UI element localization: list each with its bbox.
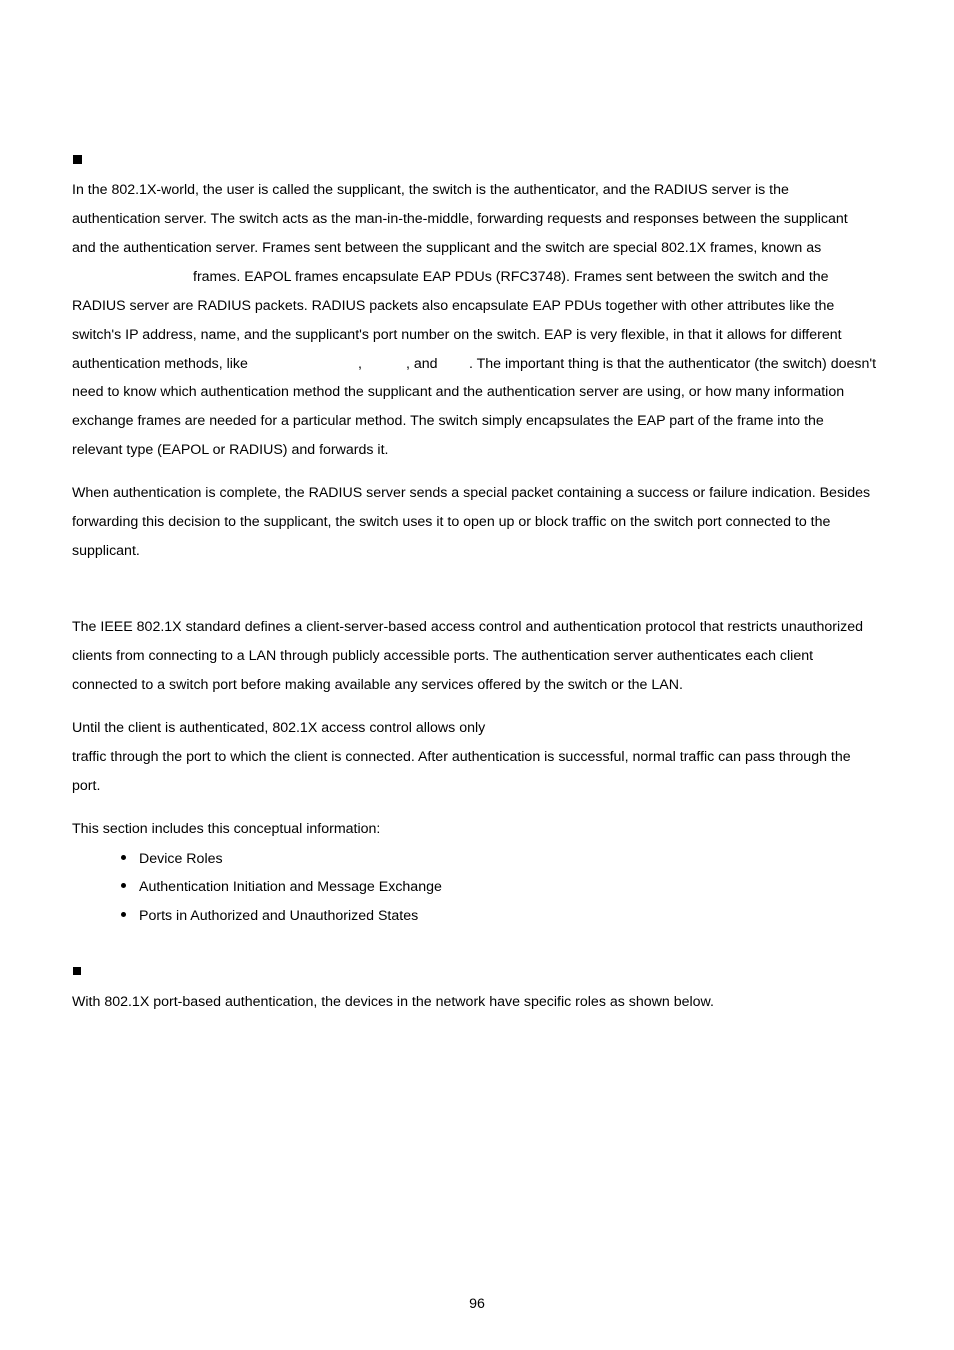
- paragraph-fragment: . The important thing is that the authenticator (the switch) doesn't: [469, 356, 877, 372]
- paragraph-line: frames. EAPOL frames encapsulate EAP PDUs (RFC3748). Frames sent between the switch and the: [193, 269, 829, 285]
- paragraph-line: clients from connecting to a LAN through publicly accessible ports. The authentication server authenticates each client: [72, 648, 814, 664]
- paragraph-line: need to know which authentication method the supplicant and the authentication server are using, or how many information: [72, 384, 845, 400]
- paragraph-line: port.: [72, 778, 101, 794]
- paragraph-line: forwarding this decision to the supplicant, the switch uses it to open up or block traffic on the switch port connected to the: [72, 514, 831, 530]
- paragraph-line: and the authentication server. Frames sent between the supplicant and the switch are special 802.1X frames, known as: [72, 240, 822, 256]
- list-item-label: Device Roles: [139, 851, 223, 867]
- list-item: [121, 850, 223, 868]
- paragraph-line: In the 802.1X-world, the user is called the supplicant, the switch is the authenticator, and the RADIUS server is the: [72, 182, 789, 198]
- paragraph-fragment: , and: [406, 356, 438, 372]
- page-number: 96: [469, 1296, 485, 1312]
- paragraph-line: When authentication is complete, the RADIUS server sends a special packet containing a success or failure indication. Besides: [72, 485, 871, 501]
- bullet-icon: [121, 855, 126, 860]
- paragraph-line: traffic through the port to which the client is connected. After authentication is successful, normal traffic can pass through the: [72, 749, 851, 765]
- paragraph-line: RADIUS server are RADIUS packets. RADIUS packets also encapsulate EAP PDUs together with other attributes like the: [72, 298, 835, 314]
- paragraph-line: relevant type (EAPOL or RADIUS) and forwards it.: [72, 442, 389, 458]
- paragraph-line: connected to a switch port before making available any services offered by the switch or the LAN.: [72, 677, 683, 693]
- section-marker-square: [73, 967, 81, 975]
- list-intro: This section includes this conceptual information:: [72, 821, 381, 837]
- paragraph-line: Until the client is authenticated, 802.1X access control allows only: [72, 720, 486, 736]
- paragraph-line: With 802.1X port-based authentication, the devices in the network have specific roles as shown below.: [72, 994, 714, 1010]
- paragraph-line: The IEEE 802.1X standard defines a client-server-based access control and authentication protocol that restricts unauthorized: [72, 619, 864, 635]
- paragraph-line: supplicant.: [72, 543, 140, 559]
- paragraph-line: authentication methods, like: [72, 356, 248, 372]
- paragraph-line: exchange frames are needed for a particular method. The switch simply encapsulates the EAP part of the frame into the: [72, 413, 824, 429]
- list-item: [121, 907, 418, 925]
- list-item: [121, 878, 442, 896]
- paragraph-fragment: ,: [358, 356, 362, 372]
- bullet-icon: [121, 883, 126, 888]
- section-marker-square: [73, 155, 82, 164]
- paragraph-line: authentication server. The switch acts as the man-in-the-middle, forwarding requests and responses between the supplicant: [72, 211, 848, 227]
- bullet-icon: [121, 912, 126, 917]
- list-item-label: Ports in Authorized and Unauthorized States: [139, 908, 419, 924]
- paragraph-line: switch's IP address, name, and the supplicant's port number on the switch. EAP is very flexible, in that it allows for different: [72, 327, 842, 343]
- list-item-label: Authentication Initiation and Message Exchange: [139, 879, 442, 895]
